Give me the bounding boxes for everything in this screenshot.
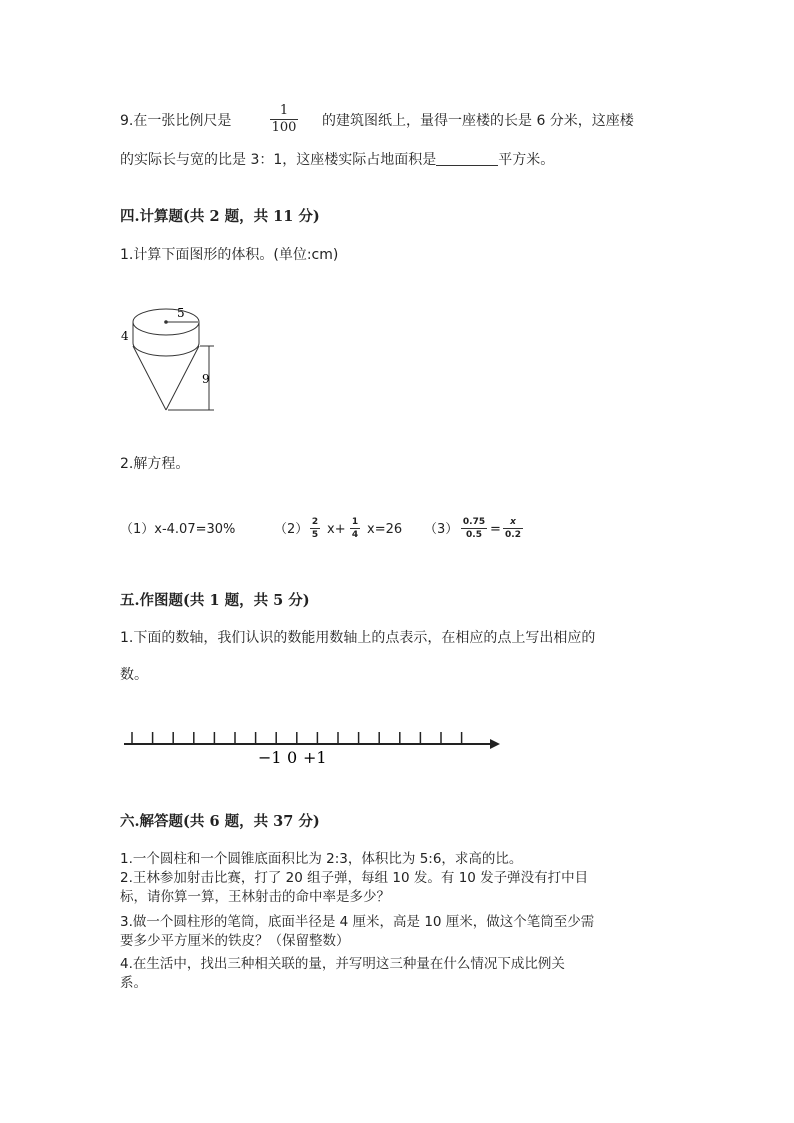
section4-title: 四.计算题(共 2 题，共 11 分) — [120, 208, 320, 225]
axis-label-minus-one: −1 — [258, 748, 282, 767]
q9-line1-part2: 的建筑图纸上，量得一座楼的长是 6 分米，这座楼 — [322, 113, 634, 129]
fraction-bar — [503, 528, 523, 529]
fraction-bar — [350, 528, 360, 529]
eq3-left-num: 0.75 — [462, 517, 486, 527]
section6-title: 六.解答题(共 6 题，共 37 分) — [120, 813, 320, 830]
fraction-bar — [461, 528, 487, 529]
equation-2-mid: x+ — [327, 522, 346, 537]
fraction-bar — [310, 528, 320, 529]
cylinder-height-label: 4 — [121, 329, 129, 343]
eq2-fraction-1 — [310, 517, 320, 540]
cylinder-bottom-arc — [133, 343, 199, 356]
section6-line-1: 1.一个圆柱和一个圆锥底面积比为 2:3，体积比为 5:6，求高的比。 — [120, 851, 523, 867]
number-line — [118, 724, 508, 770]
q9-line1-part1: 9.在一张比例尺是 — [120, 113, 232, 129]
section6-line-3: 标，请你算一算，王林射击的命中率是多少？ — [120, 889, 390, 905]
equation-2-suffix: x=26 — [367, 522, 403, 537]
number-line-arrow — [490, 739, 500, 749]
section5-q1-line2: 数。 — [120, 667, 148, 683]
q9-frac-numerator: 1 — [279, 103, 289, 118]
radius-label: 5 — [177, 306, 185, 320]
equation-1: （1）x-4.07=30% — [120, 522, 236, 537]
equation-2-prefix: （2） — [274, 522, 309, 537]
eq3-left-fraction — [461, 517, 487, 540]
eq2-fraction-2 — [350, 517, 360, 540]
eq2-frac1-num: 2 — [311, 517, 319, 527]
section4-q1: 1.计算下面图形的体积。(单位:cm) — [120, 247, 339, 263]
eq3-right-num: x — [510, 517, 516, 527]
q9-line2 — [120, 150, 554, 170]
section5-q1-line1: 1.下面的数轴，我们认识的数能用数轴上的点表示，在相应的点上写出相应的 — [120, 630, 596, 646]
eq2-frac1-den: 5 — [311, 530, 319, 540]
equation-3-prefix: （3） — [424, 522, 459, 537]
q9-line2-text: 的实际长与宽的比是 3：1，这座楼实际占地面积是 — [120, 152, 437, 168]
number-line-ticks — [132, 732, 462, 744]
section6-line-7: 系。 — [120, 975, 147, 991]
section4-q2: 2.解方程。 — [120, 456, 190, 472]
axis-label-zero: 0 — [287, 748, 298, 767]
cylinder-cone-figure — [112, 290, 232, 415]
eq3-right-fraction — [503, 517, 523, 540]
eq3-right-den: 0.2 — [505, 530, 521, 540]
eq3-equals: = — [490, 522, 501, 537]
q9-line2-unit: 平方米。 — [498, 152, 555, 168]
cone-height-label: 9 — [202, 372, 210, 386]
section6-line-5: 要多少平方厘米的铁皮？（保留整数） — [120, 933, 350, 949]
q9-frac-denominator: 100 — [271, 120, 297, 135]
section6-line-4: 3.做一个圆柱形的笔筒，底面半径是 4 厘米，高是 10 厘米，做这个笔筒至少需 — [120, 914, 595, 930]
axis-label-plus-one: +1 — [303, 748, 327, 767]
section6-line-2: 2.王林参加射击比赛，打了 20 组子弹，每组 10 发。有 10 发子弹没有打中目 — [120, 870, 589, 886]
eq2-frac2-num: 1 — [351, 517, 359, 527]
answer-blank[interactable] — [436, 151, 498, 166]
section5-title: 五.作图题(共 1 题，共 5 分) — [120, 592, 310, 609]
section6-line-6: 4.在生活中，找出三种相关联的量，并写明这三种量在什么情况下成比例关 — [120, 956, 565, 972]
eq2-frac2-den: 4 — [351, 530, 359, 540]
eq3-left-den: 0.5 — [466, 530, 482, 540]
q9-scale-fraction — [270, 104, 298, 135]
